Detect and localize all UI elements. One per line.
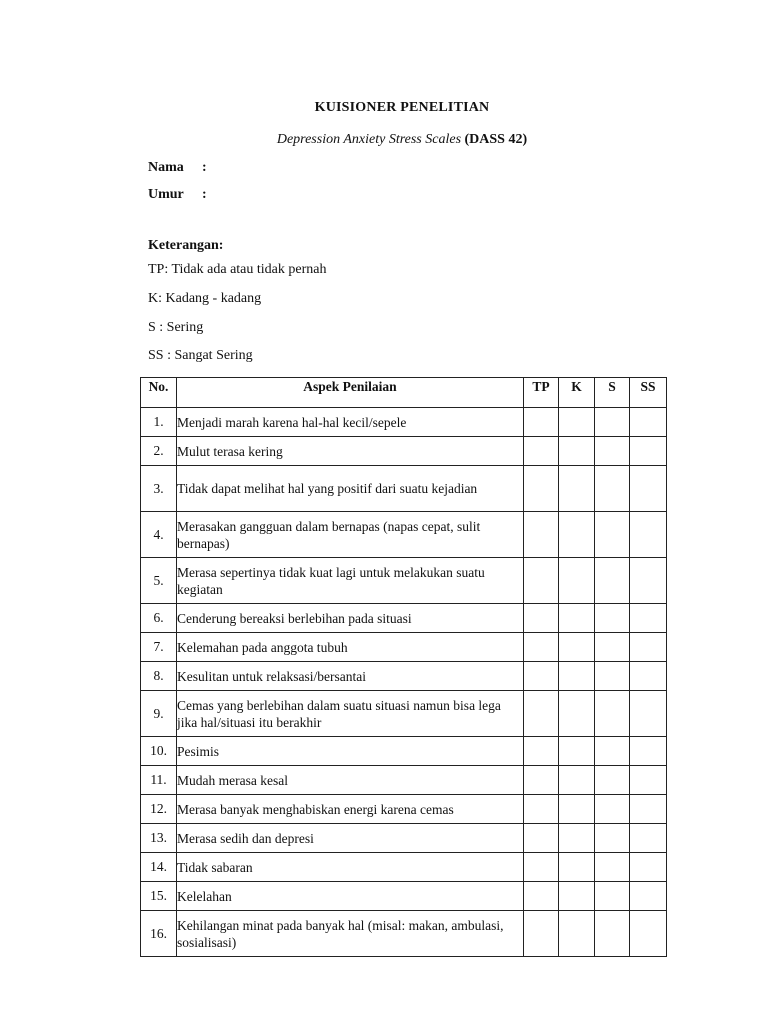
answer-cell-ss[interactable]	[630, 824, 667, 853]
name-field	[148, 160, 207, 176]
row-number: 9.	[141, 691, 177, 737]
name-label: Nama	[148, 160, 184, 175]
answer-cell-s[interactable]	[595, 824, 630, 853]
answer-cell-tp[interactable]	[524, 766, 559, 795]
answer-cell-s[interactable]	[595, 437, 630, 466]
name-colon: :	[202, 160, 207, 175]
answer-cell-s[interactable]	[595, 911, 630, 957]
row-number: 15.	[141, 882, 177, 911]
row-aspect: Merasa banyak menghabiskan energi karena cemas	[177, 795, 524, 824]
table-row	[141, 737, 667, 766]
answer-cell-tp[interactable]	[524, 466, 559, 512]
row-number: 1.	[141, 408, 177, 437]
row-number: 10.	[141, 737, 177, 766]
answer-cell-ss[interactable]	[630, 466, 667, 512]
answer-cell-k[interactable]	[559, 737, 595, 766]
answer-cell-k[interactable]	[559, 853, 595, 882]
answer-cell-k[interactable]	[559, 691, 595, 737]
answer-cell-s[interactable]	[595, 633, 630, 662]
answer-cell-k[interactable]	[559, 633, 595, 662]
answer-cell-tp[interactable]	[524, 795, 559, 824]
row-aspect: Merasa sepertinya tidak kuat lagi untuk melakukan suatu kegiatan	[177, 558, 524, 604]
header-aspect: Aspek Penilaian	[177, 378, 524, 408]
answer-cell-k[interactable]	[559, 911, 595, 957]
row-number: 11.	[141, 766, 177, 795]
subtitle-scale-code: (DASS 42)	[461, 132, 528, 147]
table-header-row	[141, 378, 667, 408]
answer-cell-k[interactable]	[559, 512, 595, 558]
answer-cell-k[interactable]	[559, 795, 595, 824]
answer-cell-k[interactable]	[559, 558, 595, 604]
answer-cell-s[interactable]	[595, 512, 630, 558]
table-row	[141, 853, 667, 882]
header-ss: SS	[630, 378, 667, 408]
row-aspect: Menjadi marah karena hal-hal kecil/sepele	[177, 408, 524, 437]
answer-cell-s[interactable]	[595, 737, 630, 766]
row-aspect: Pesimis	[177, 737, 524, 766]
questionnaire-subtitle	[0, 132, 768, 148]
row-aspect: Cemas yang berlebihan dalam suatu situasi namun bisa lega jika hal/situasi itu berakhir	[177, 691, 524, 737]
answer-cell-ss[interactable]	[630, 633, 667, 662]
age-label: Umur	[148, 187, 184, 202]
header-no: No.	[141, 378, 177, 408]
answer-cell-tp[interactable]	[524, 604, 559, 633]
table-row	[141, 466, 667, 512]
table-row	[141, 882, 667, 911]
answer-cell-ss[interactable]	[630, 882, 667, 911]
dass-questionnaire-table	[140, 377, 667, 957]
table-row	[141, 604, 667, 633]
row-aspect: Kelelahan	[177, 882, 524, 911]
row-aspect: Kehilangan minat pada banyak hal (misal: makan, ambulasi, sosialisasi)	[177, 911, 524, 957]
answer-cell-ss[interactable]	[630, 512, 667, 558]
answer-cell-s[interactable]	[595, 691, 630, 737]
answer-cell-tp[interactable]	[524, 437, 559, 466]
answer-cell-k[interactable]	[559, 408, 595, 437]
answer-cell-ss[interactable]	[630, 911, 667, 957]
subtitle-scale-name: Depression Anxiety Stress Scales	[276, 132, 462, 147]
table-row	[141, 437, 667, 466]
answer-cell-ss[interactable]	[630, 795, 667, 824]
row-aspect: Tidak dapat melihat hal yang positif dari suatu kejadian	[177, 466, 524, 512]
row-number: 6.	[141, 604, 177, 633]
answer-cell-k[interactable]	[559, 824, 595, 853]
row-aspect: Merasa sedih dan depresi	[177, 824, 524, 853]
answer-cell-k[interactable]	[559, 882, 595, 911]
row-aspect: Mudah merasa kesal	[177, 766, 524, 795]
answer-cell-k[interactable]	[559, 766, 595, 795]
answer-cell-k[interactable]	[559, 604, 595, 633]
legend-item-ss: SS : Sangat Sering	[148, 348, 253, 363]
row-aspect: Cenderung bereaksi berlebihan pada situasi	[177, 604, 524, 633]
answer-cell-ss[interactable]	[630, 853, 667, 882]
answer-cell-ss[interactable]	[630, 737, 667, 766]
row-number: 5.	[141, 558, 177, 604]
answer-cell-k[interactable]	[559, 662, 595, 691]
row-aspect: Mulut terasa kering	[177, 437, 524, 466]
answer-cell-ss[interactable]	[630, 437, 667, 466]
legend-item-s: S : Sering	[148, 320, 204, 335]
table-row	[141, 766, 667, 795]
answer-cell-s[interactable]	[595, 795, 630, 824]
answer-cell-tp[interactable]	[524, 853, 559, 882]
answer-cell-s[interactable]	[595, 558, 630, 604]
row-aspect: Kesulitan untuk relaksasi/bersantai	[177, 662, 524, 691]
row-number: 2.	[141, 437, 177, 466]
answer-cell-tp[interactable]	[524, 737, 559, 766]
answer-cell-s[interactable]	[595, 408, 630, 437]
answer-cell-s[interactable]	[595, 853, 630, 882]
answer-cell-tp[interactable]	[524, 691, 559, 737]
legend-title: Keterangan:	[148, 238, 224, 253]
answer-cell-ss[interactable]	[630, 662, 667, 691]
table-row	[141, 691, 667, 737]
answer-cell-tp[interactable]	[524, 911, 559, 957]
answer-cell-tp[interactable]	[524, 882, 559, 911]
answer-cell-s[interactable]	[595, 604, 630, 633]
answer-cell-tp[interactable]	[524, 558, 559, 604]
answer-cell-k[interactable]	[559, 437, 595, 466]
answer-cell-s[interactable]	[595, 766, 630, 795]
questionnaire-title: KUISIONER PENELITIAN	[314, 100, 490, 115]
table-row	[141, 824, 667, 853]
header-tp: TP	[524, 378, 559, 408]
row-number: 14.	[141, 853, 177, 882]
age-colon: :	[202, 187, 207, 202]
age-field	[148, 187, 207, 203]
header-k: K	[559, 378, 595, 408]
table-row	[141, 795, 667, 824]
legend-item-k: K: Kadang - kadang	[148, 291, 262, 306]
answer-cell-s[interactable]	[595, 882, 630, 911]
answer-cell-tp[interactable]	[524, 633, 559, 662]
header-s: S	[595, 378, 630, 408]
answer-cell-ss[interactable]	[630, 766, 667, 795]
table-row	[141, 558, 667, 604]
answer-cell-tp[interactable]	[524, 662, 559, 691]
row-number: 12.	[141, 795, 177, 824]
answer-cell-s[interactable]	[595, 662, 630, 691]
row-aspect: Merasakan gangguan dalam bernapas (napas cepat, sulit bernapas)	[177, 512, 524, 558]
answer-cell-s[interactable]	[595, 466, 630, 512]
answer-cell-ss[interactable]	[630, 604, 667, 633]
table-row	[141, 911, 667, 957]
answer-cell-tp[interactable]	[524, 512, 559, 558]
row-number: 4.	[141, 512, 177, 558]
legend-item-tp: TP: Tidak ada atau tidak pernah	[148, 262, 327, 277]
answer-cell-tp[interactable]	[524, 408, 559, 437]
answer-cell-k[interactable]	[559, 466, 595, 512]
row-aspect: Kelemahan pada anggota tubuh	[177, 633, 524, 662]
row-number: 13.	[141, 824, 177, 853]
row-number: 8.	[141, 662, 177, 691]
table-row	[141, 408, 667, 437]
answer-cell-ss[interactable]	[630, 558, 667, 604]
answer-cell-ss[interactable]	[630, 691, 667, 737]
row-number: 7.	[141, 633, 177, 662]
table-row	[141, 662, 667, 691]
row-number: 3.	[141, 466, 177, 512]
row-number: 16.	[141, 911, 177, 957]
answer-cell-tp[interactable]	[524, 824, 559, 853]
answer-cell-ss[interactable]	[630, 408, 667, 437]
table-row	[141, 512, 667, 558]
table-row	[141, 633, 667, 662]
row-aspect: Tidak sabaran	[177, 853, 524, 882]
